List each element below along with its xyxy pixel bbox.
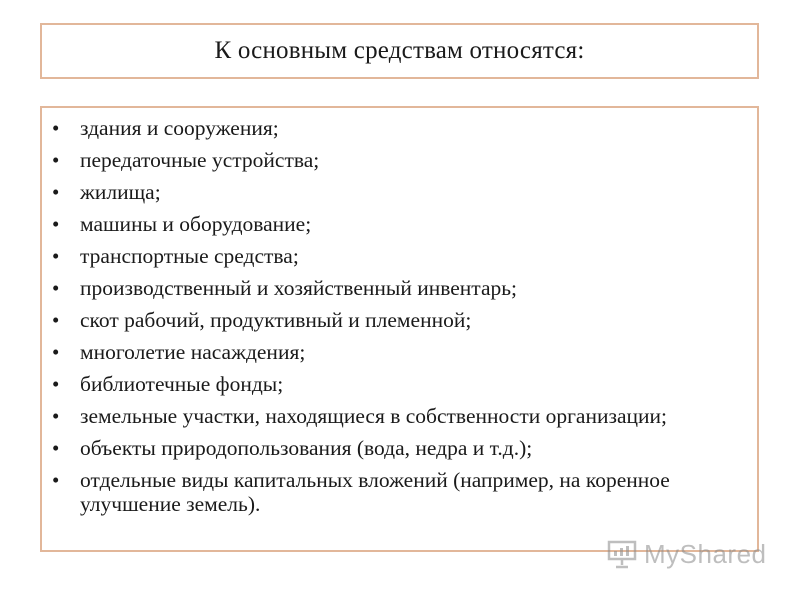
list-item-text: производственный и хозяйственный инвентарь; [80,276,518,300]
list-item-text: жилища; [80,180,161,204]
presentation-board-icon [606,538,638,570]
list-item [42,276,737,300]
bullet-icon: • [52,436,60,460]
watermark [606,536,767,572]
list-item [42,308,737,332]
slide-title: К основным средствам относятся: [214,37,585,64]
bullet-icon: • [52,148,60,172]
list-item-text: здания и сооружения; [80,116,279,140]
list-item [42,148,737,172]
list-item [42,244,737,268]
list-item [42,212,737,236]
list-item-text: скот рабочий, продуктивный и племенной; [80,308,472,332]
content-box [40,106,759,552]
bullet-icon: • [52,404,60,428]
list-item [42,404,737,428]
bullet-icon: • [52,468,60,492]
list-item [42,116,737,140]
bullet-icon: • [52,308,60,332]
title-box [40,23,759,79]
list-item-text: объекты природопользования (вода, недра и т.д.); [80,436,533,460]
bullet-icon: • [52,116,60,140]
bullet-icon: • [52,372,60,396]
list-item-text: библиотечные фонды; [80,372,284,396]
bullet-icon: • [52,180,60,204]
list-item-text: многолетие насаждения; [80,340,306,364]
bullet-icon: • [52,276,60,300]
list-item-text: машины и оборудование; [80,212,312,236]
list-item [42,372,737,396]
list-item-text: земельные участки, находящиеся в собственности организации; [80,404,667,428]
list-item-text: транспортные средства; [80,244,299,268]
bullet-icon: • [52,212,60,236]
list-item [42,468,737,516]
bullet-list [42,108,757,516]
list-item-text: передаточные устройства; [80,148,320,172]
list-item [42,340,737,364]
bullet-icon: • [52,244,60,268]
list-item [42,180,737,204]
bullet-icon: • [52,340,60,364]
list-item [42,436,737,460]
list-item-text: отдельные виды капитальных вложений (например, на коренное улучшение земель). [80,468,670,516]
watermark-text: MyShared [644,538,767,569]
